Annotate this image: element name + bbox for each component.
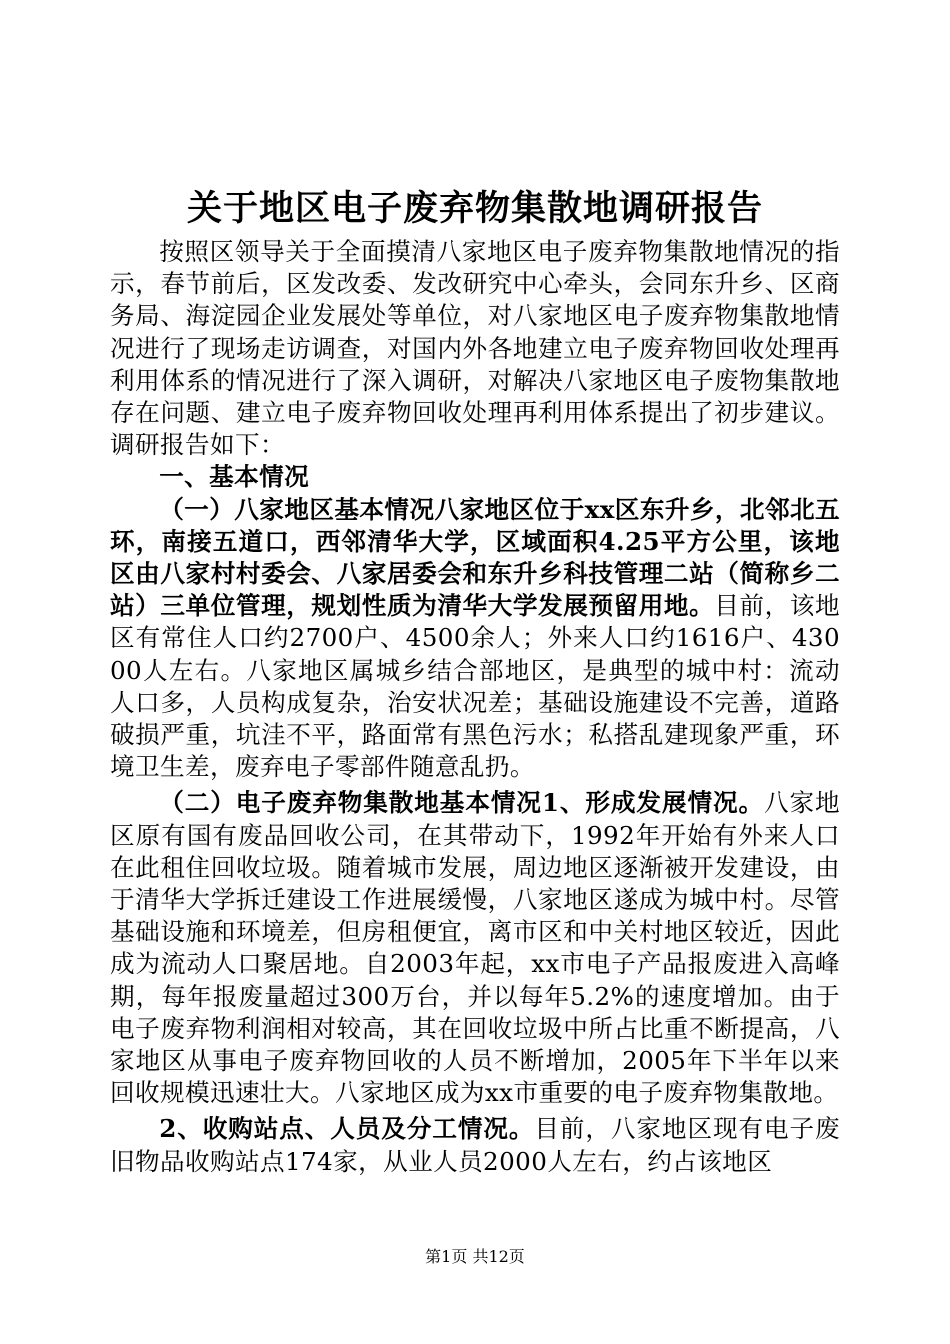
paragraph-bajia-overview-body: 目前，该地区有常住人口约2700户、4500余人；外来人口约1616户、43000人左右。八家地区属城乡结合部地区，是典型的城中村：流动人口多，人员构成复杂，治安状况差；基础设施建设不完善，道路破损严重，坑洼不平，路面常有黑色污水；私搭乱建现象严重，环境卫生差，废弃电子零部件随意乱扔。 [110,591,840,782]
paragraph-bajia-overview [110,494,840,784]
paragraph-stations-staff-lead: 2、收购站点、人员及分工情况。 [159,1114,535,1144]
document-body [110,236,840,1178]
paragraph-bajia-overview-lead: （一）八家地区基本情况八家地区位于xx区东升乡，北邻北五环，南接五道口，西邻清华大学，区域面积4.25平方公里，该地区由八家村村委会、八家居委会和东升乡科技管理二站（简称乡二站）三单位管理，规划性质为清华大学发展预留用地。 [110,494,840,621]
document-title: 关于地区电子废弃物集散地调研报告 [186,188,763,229]
paragraph-stations-staff-body: 目前，八家地区现有电子废旧物品收购站点174家，从业人员2000人左右，约占该地区 [110,1114,840,1176]
paragraph-intro: 按照区领导关于全面摸清八家地区电子废弃物集散地情况的指示，春节前后，区发改委、发改研究中心牵头，会同东升乡、区商务局、海淀园企业发展处等单位，对八家地区电子废弃物集散地情况进行了现场走访调查，对国内外各地建立电子废弃物回收处理再利用体系的情况进行了深入调研，对解决八家地区电子废物集散地存在问题、建立电子废弃物回收处理再利用体系提出了初步建议。调研报告如下： [110,237,840,460]
paragraph-stations-staff [110,1113,840,1177]
paragraph-collection-site-lead: （二）电子废弃物集散地基本情况1、形成发展情况。 [159,788,764,818]
paragraph-collection-site-body: 八家地区原有国有废品回收公司，在其带动下，1992年开始有外来人口在此租住回收垃圾。随着城市发展，周边地区逐渐被开发建设，由于清华大学拆迁建设工作进展缓慢，八家地区遂成为城中村。尽管基础设施和环境差，但房租便宜，离市区和中关村地区较近，因此成为流动人口聚居地。自2003年起，xx市电子产品报废进入高峰期，每年报废量超过300万台，并以每年5.2%的速度增加。由于电子废弃物利润相对较高，其在回收垃圾中所占比重不断提高，八家地区从事电子废弃物回收的人员不断增加，2005年下半年以来回收规模迅速壮大。八家地区成为xx市重要的电子废弃物集散地。 [110,788,841,1108]
section-heading-basic-situation: 一、基本情况 [159,462,310,492]
paragraph-collection-site-overview [110,787,840,1109]
page-number-footer: 第1页 共12页 [425,1247,525,1266]
